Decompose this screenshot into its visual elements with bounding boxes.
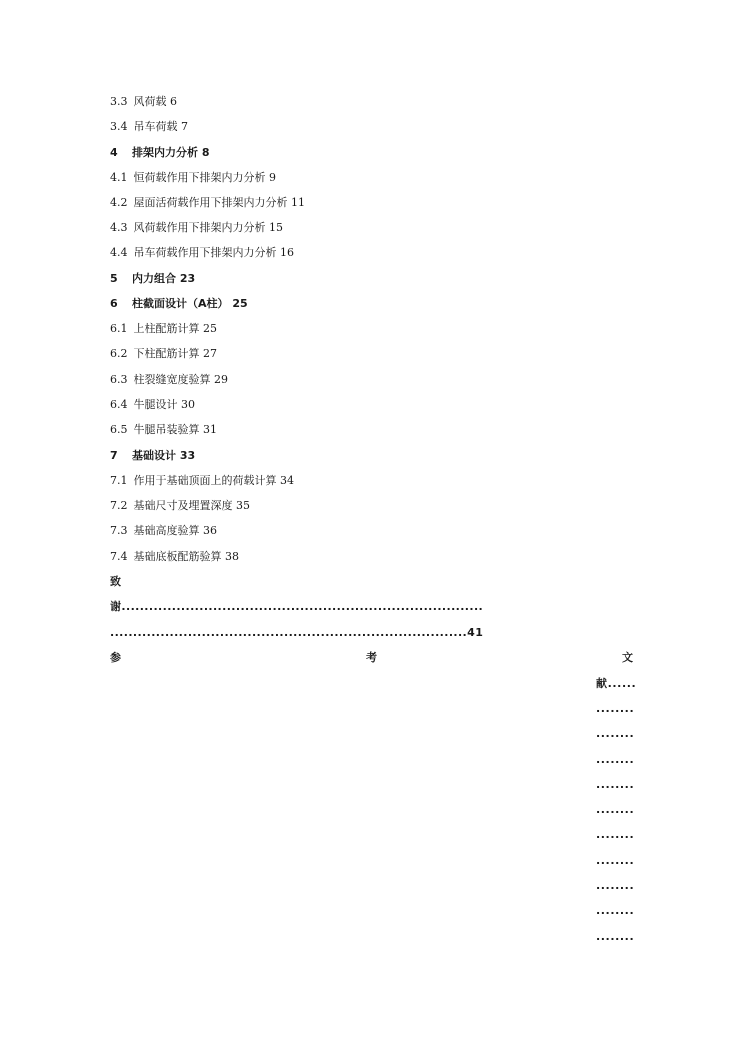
toc-entry-4-2 [110, 196, 305, 210]
ref-dots-line-10: ........ [596, 930, 635, 943]
toc-entry-6-1 [110, 322, 217, 336]
toc-entry-6-4 [110, 398, 195, 412]
toc-title: 基础设计 [132, 449, 176, 462]
toc-page-number: 31 [203, 423, 217, 436]
toc-page-number: 15 [269, 221, 283, 234]
ref-dots-line-2: ........ [596, 727, 635, 740]
toc-entry-6-3 [110, 373, 228, 387]
toc-title: 牛腿设计 [133, 398, 178, 411]
toc-entry-7-4 [110, 550, 239, 564]
toc-title: 基础高度验算 [133, 524, 200, 537]
ref-char-4: 献 [596, 677, 608, 690]
toc-number: 4.4 [110, 246, 128, 259]
ref-leader-dots: ...... [607, 677, 637, 690]
toc-chapter-7 [110, 449, 195, 463]
toc-title: 吊车荷载作用下排架内力分析 [133, 246, 277, 259]
toc-number: 6.1 [110, 322, 128, 335]
toc-title: 风荷载作用下排架内力分析 [133, 221, 266, 234]
toc-page-number: 8 [201, 146, 210, 159]
toc-number: 6.2 [110, 347, 128, 360]
toc-entry-4-4 [110, 246, 294, 260]
ref-char-1: 参 [110, 651, 121, 664]
toc-page-number: 6 [170, 95, 177, 108]
toc-number: 7.2 [110, 499, 128, 512]
toc-page-number: 33 [179, 449, 196, 462]
toc-chapter-5 [110, 272, 195, 286]
toc-page-number: 38 [225, 550, 239, 563]
toc-page-number: 23 [179, 272, 196, 285]
toc-number: 7.4 [110, 550, 128, 563]
ack-leader-dots: ............................................................................... [121, 600, 484, 613]
toc-title: 柱裂缝宽度验算 [133, 373, 211, 386]
toc-number: 4.2 [110, 196, 128, 209]
toc-entry-6-2 [110, 347, 217, 361]
ref-char-3: 文 [622, 651, 633, 664]
ref-dots-line-8: ........ [596, 879, 635, 892]
toc-number: 4.1 [110, 171, 128, 184]
toc-title: 下柱配筋计算 [133, 347, 200, 360]
toc-title: 上柱配筋计算 [133, 322, 200, 335]
toc-title: 内力组合 [132, 272, 176, 285]
toc-title: 屋面活荷载作用下排架内力分析 [133, 196, 288, 209]
toc-title: 基础尺寸及埋置深度 [133, 499, 233, 512]
toc-entry-3-4 [110, 120, 188, 134]
toc-title: 牛腿吊装验算 [133, 423, 200, 436]
toc-number: 6.5 [110, 423, 128, 436]
toc-page-number: 35 [236, 499, 250, 512]
ack-char-2: 谢 [110, 600, 122, 613]
ref-dots-line-0 [596, 677, 636, 691]
toc-chapter-4 [110, 146, 210, 160]
toc-entry-4-3 [110, 221, 283, 235]
toc-title: 吊车荷载 [133, 120, 178, 133]
toc-entry-6-5 [110, 423, 217, 437]
toc-page-number: 7 [181, 120, 188, 133]
ref-dots-line-4: ........ [596, 778, 635, 791]
toc-number: 7.1 [110, 474, 128, 487]
toc-title: 作用于基础顶面上的荷载计算 [133, 474, 277, 487]
toc-chapter-6 [110, 297, 248, 311]
toc-page-number: 30 [181, 398, 195, 411]
toc-number: 6 [110, 297, 118, 310]
toc-page-number: 27 [203, 347, 217, 360]
toc-page-number: 25 [232, 297, 248, 310]
ack-dots-line-1 [110, 600, 483, 614]
toc-number: 4 [110, 146, 118, 159]
ref-dots-line-9: ........ [596, 904, 635, 917]
toc-entry-3-3 [110, 95, 177, 109]
ref-dots-line-5: ........ [596, 803, 635, 816]
ref-dots-line-6: ........ [596, 828, 635, 841]
toc-title: 柱截面设计（A柱） [132, 297, 229, 310]
toc-number: 7.3 [110, 524, 128, 537]
ref-char-2: 考 [366, 651, 377, 664]
ref-dots-line-1: ........ [596, 702, 635, 715]
toc-page-number: 11 [291, 196, 305, 209]
toc-number: 5 [110, 272, 118, 285]
toc-page-number: 29 [214, 373, 228, 386]
ref-dots-line-3: ........ [596, 753, 635, 766]
toc-title: 基础底板配筋验算 [133, 550, 222, 563]
toc-entry-7-1 [110, 474, 294, 488]
toc-title: 排架内力分析 [132, 146, 198, 159]
toc-number: 3.4 [110, 120, 128, 133]
ack-dots-line-2: ..............................................................................41 [110, 626, 484, 639]
toc-number: 3.3 [110, 95, 128, 108]
toc-entry-7-3 [110, 524, 217, 538]
toc-number: 6.4 [110, 398, 128, 411]
toc-page-number: 36 [203, 524, 217, 537]
ref-dots-line-7: ........ [596, 854, 635, 867]
toc-page-number: 9 [269, 171, 276, 184]
toc-entry-7-2 [110, 499, 250, 513]
ack-char-1: 致 [110, 575, 121, 588]
toc-page-number: 16 [280, 246, 294, 259]
toc-title: 恒荷载作用下排架内力分析 [133, 171, 266, 184]
toc-title: 风荷载 [133, 95, 167, 108]
toc-page-number: 34 [280, 474, 294, 487]
toc-number: 4.3 [110, 221, 128, 234]
toc-number: 7 [110, 449, 118, 462]
toc-number: 6.3 [110, 373, 128, 386]
toc-entry-4-1 [110, 171, 276, 185]
toc-page-number: 25 [203, 322, 217, 335]
